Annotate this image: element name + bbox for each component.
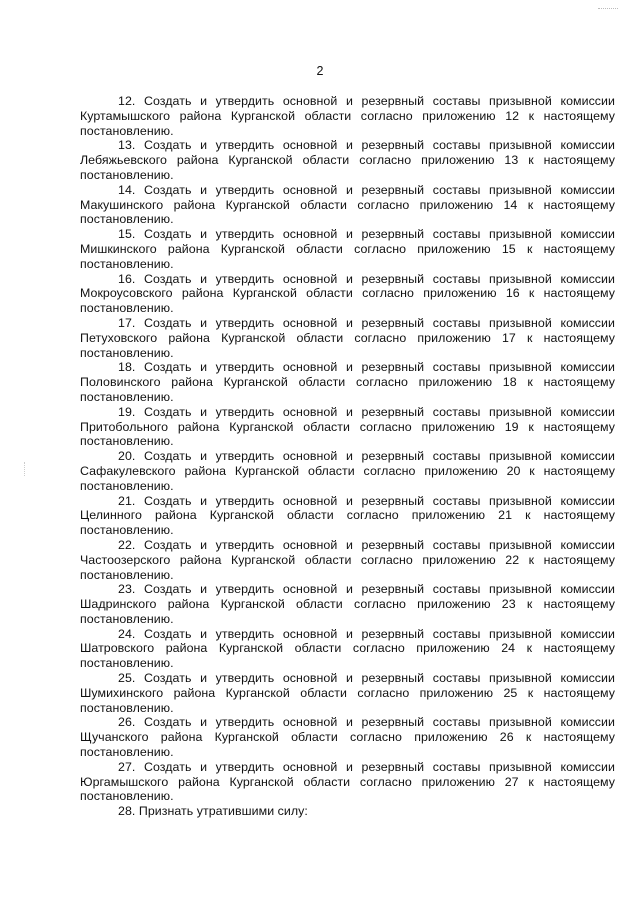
scan-artifact — [598, 8, 618, 11]
paragraph-item-28: 28. Признать утратившими силу: — [118, 804, 308, 819]
page-number: 2 — [316, 64, 324, 78]
paragraph-item-18: 18. Создать и утвердить основной и резервный составы призывной комиссии Половинского района Курганской области согласно приложению 18 к настоящему постановлению. — [80, 360, 615, 404]
paragraph-item-12: 12. Создать и утвердить основной и резервный составы призывной комиссии Куртамышского района Курганской области согласно приложению 12 к настоящему постановлению. — [80, 94, 615, 138]
paragraph-item-25: 25. Создать и утвердить основной и резервный составы призывной комиссии Шумихинского района Курганской области согласно приложению 25 к настоящему постановлению. — [80, 671, 615, 715]
paragraph-item-16: 16. Создать и утвердить основной и резервный составы призывной комиссии Мокроусовского района Курганской области согласно приложению 16 к настоящему постановлению. — [80, 271, 615, 316]
paragraph-item-26: 26. Создать и утвердить основной и резервный составы призывной комиссии Щучанского района Курганской области согласно приложению 26 к настоящему постановлению. — [80, 715, 615, 760]
document-body — [80, 94, 615, 819]
paragraph-item-24: 24. Создать и утвердить основной и резервный составы призывной комиссии Шатровского района Курганской области согласно приложению 24 к настоящему постановлению. — [80, 626, 615, 671]
paragraph-item-14: 14. Создать и утвердить основной и резервный составы призывной комиссии Макушинского района Курганской области согласно приложению 14 к настоящему постановлению. — [80, 182, 615, 227]
paragraph-item-23: 23. Создать и утвердить основной и резервный составы призывной комиссии Шадринского района Курганской области согласно приложению 23 к настоящему постановлению. — [80, 582, 615, 626]
paragraph-item-22: 22. Создать и утвердить основной и резервный составы призывной комиссии Частоозерского района Курганской области согласно приложению 22 к настоящему постановлению. — [80, 537, 615, 582]
scan-speck — [24, 462, 35, 476]
paragraph-item-15: 15. Создать и утвердить основной и резервный составы призывной комиссии Мишкинского района Курганской области согласно приложению 15 к настоящему постановлению. — [80, 227, 615, 271]
paragraph-item-27: 27. Создать и утвердить основной и резервный составы призывной комиссии Юргамышского района Курганской области согласно приложению 27 к настоящему постановлению. — [80, 759, 615, 804]
paragraph-item-20: 20. Создать и утвердить основной и резервный составы призывной комиссии Сафакулевского района Курганской области согласно приложению 20 к настоящему постановлению. — [80, 449, 615, 493]
paragraph-item-13: 13. Создать и утвердить основной и резервный составы призывной комиссии Лебяжьевского района Курганской области согласно приложению 13 к настоящему постановлению. — [80, 138, 615, 182]
paragraph-item-17: 17. Создать и утвердить основной и резервный составы призывной комиссии Петуховского района Курганской области согласно приложению 17 к настоящему постановлению. — [80, 315, 615, 360]
paragraph-item-21: 21. Создать и утвердить основной и резервный составы призывной комиссии Целинного района Курганской области согласно приложению 21 к настоящему постановлению. — [80, 493, 615, 538]
paragraph-item-19: 19. Создать и утвердить основной и резервный составы призывной комиссии Притобольного района Курганской области согласно приложению 19 к настоящему постановлению. — [80, 404, 615, 449]
